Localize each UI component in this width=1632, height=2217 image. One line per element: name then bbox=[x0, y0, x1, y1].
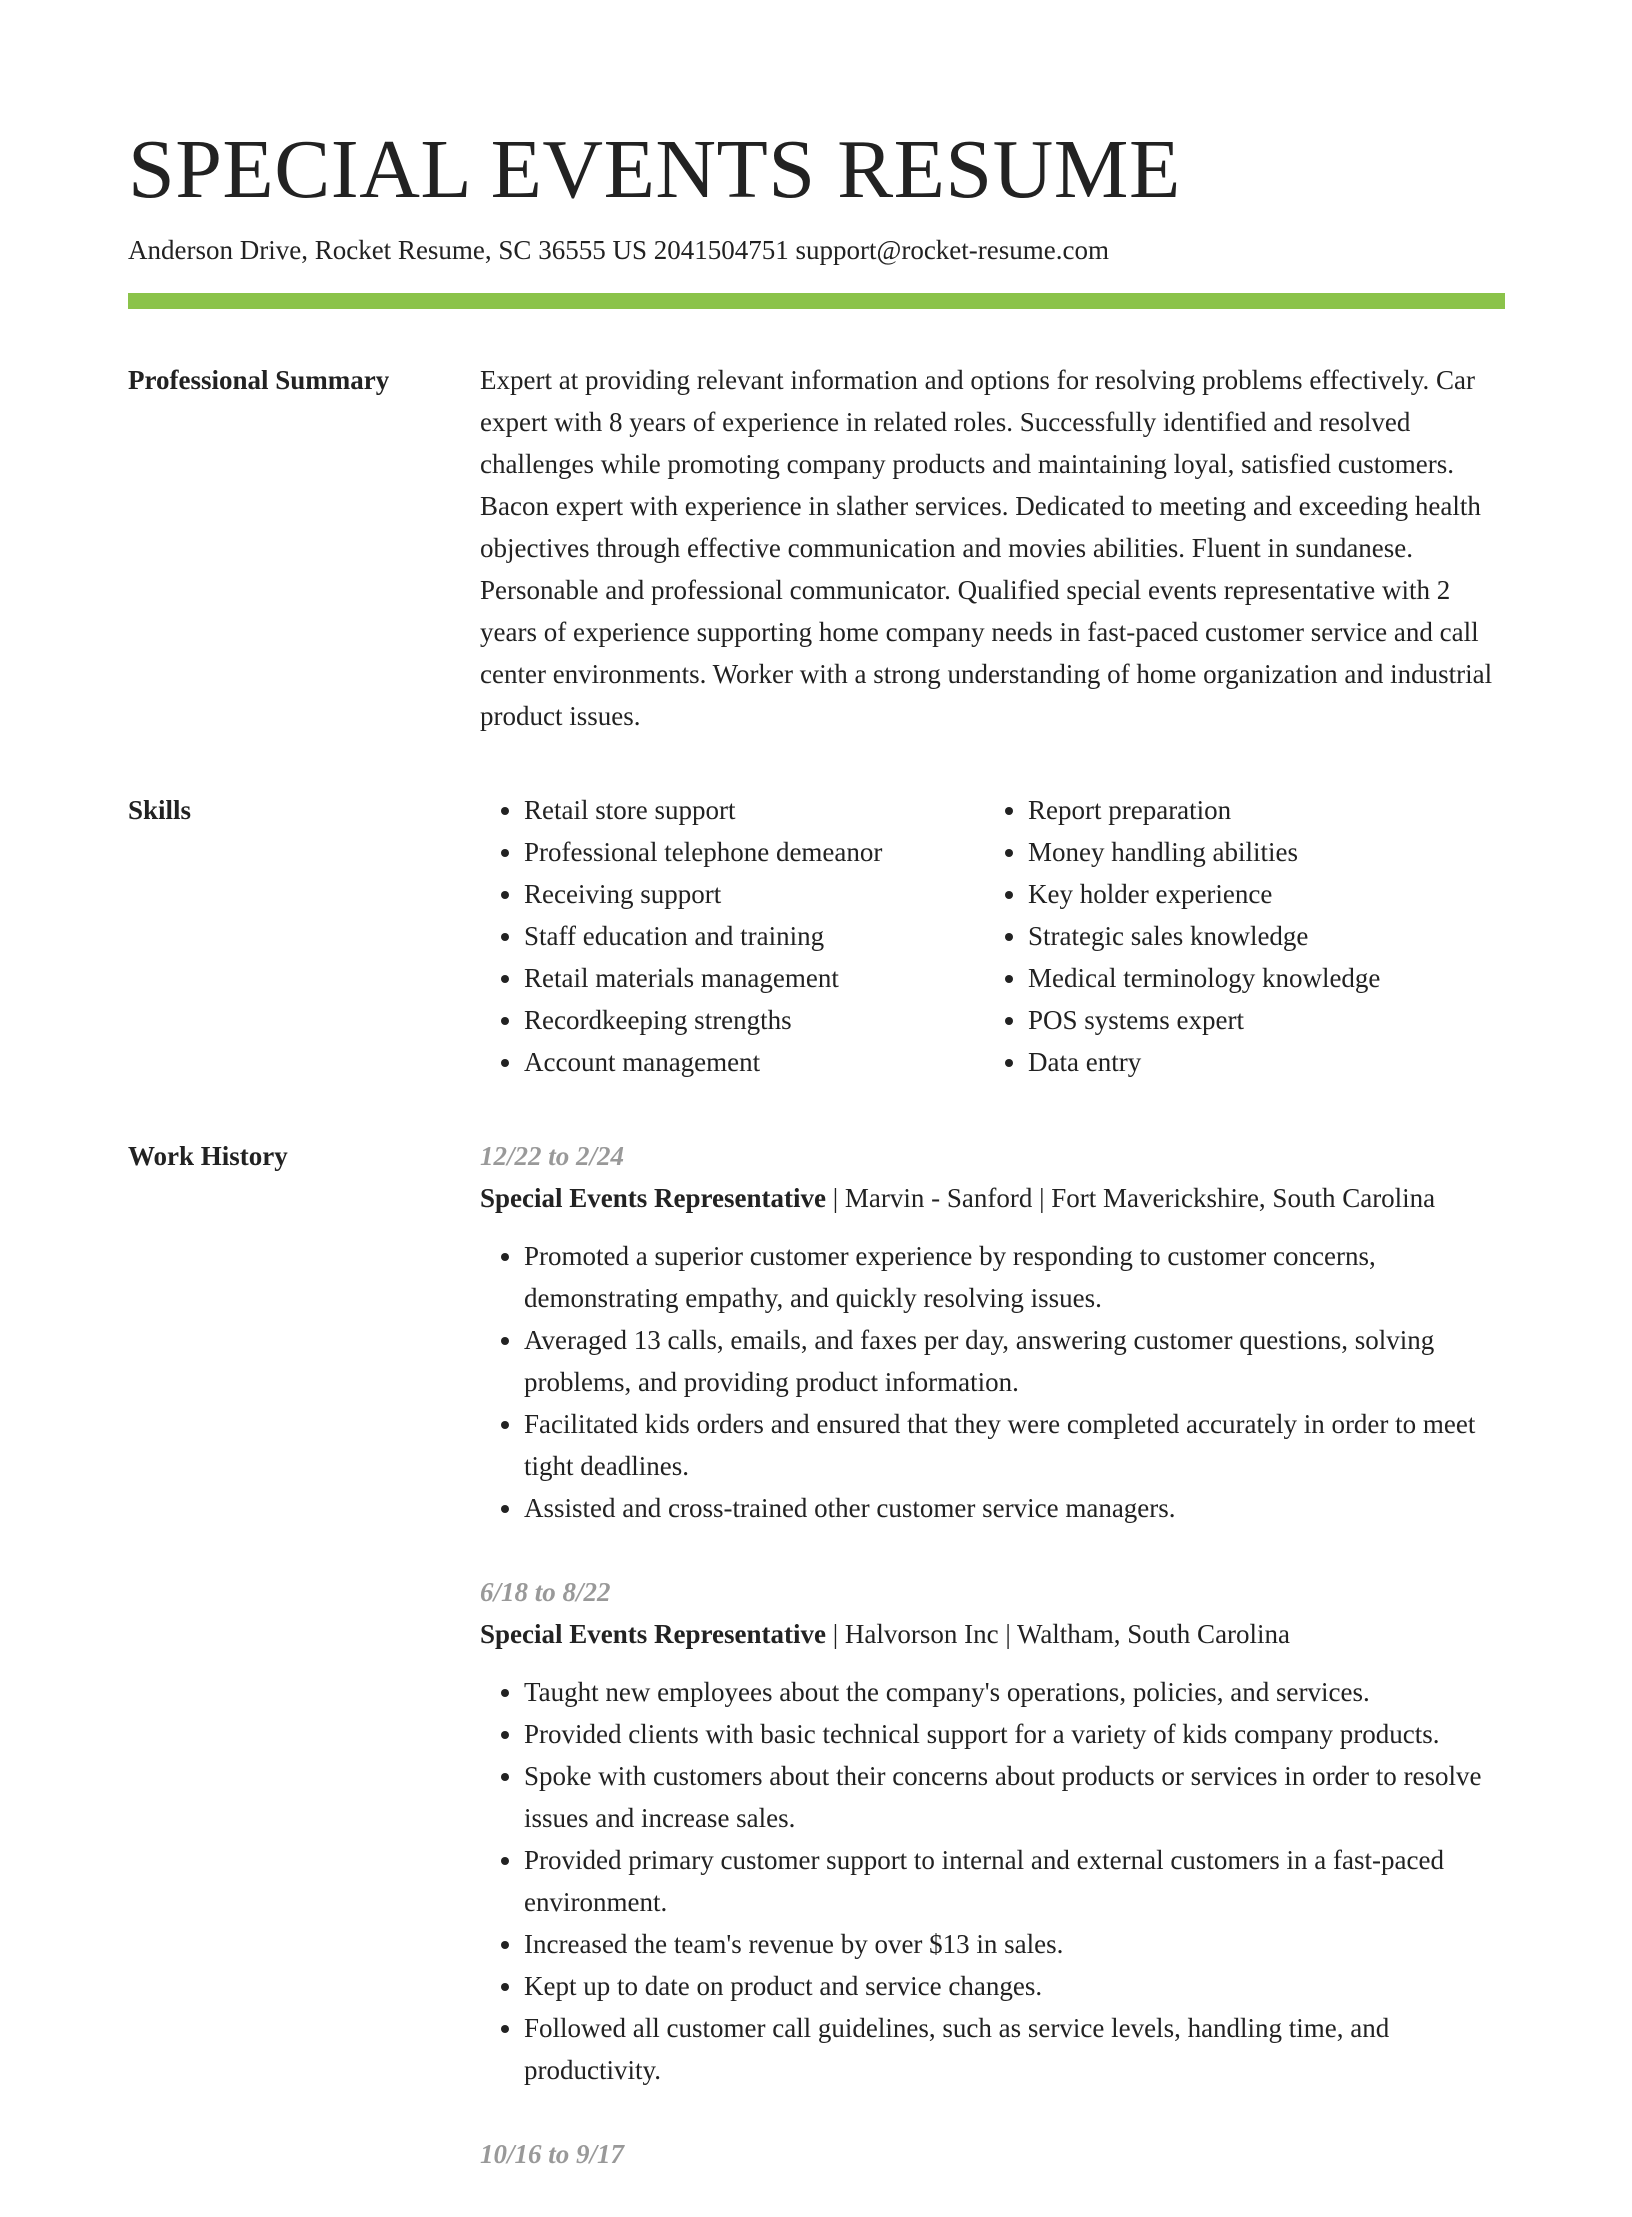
skill-item: • Recordkeeping strengths bbox=[524, 999, 984, 1041]
skill-item: • Data entry bbox=[1028, 1041, 1505, 1083]
skills-column-1 bbox=[480, 789, 984, 1083]
resume-title: SPECIAL EVENTS RESUME bbox=[128, 123, 1181, 216]
skill-item: • Receiving support bbox=[524, 873, 984, 915]
skills-label: Skills bbox=[128, 795, 192, 825]
job-heading bbox=[480, 1177, 1505, 1219]
job-bullet: • Assisted and cross-trained other customer service managers. bbox=[524, 1487, 1505, 1529]
summary-section bbox=[128, 359, 1505, 737]
job-title: Special Events Representative bbox=[480, 1619, 826, 1649]
job-bullet: • Averaged 13 calls, emails, and faxes per day, answering customer questions, solving problems, and providing product information. bbox=[524, 1319, 1505, 1403]
work-history-section bbox=[128, 1135, 1505, 2217]
job-employer-location: | Marvin - Sanford | Fort Maverickshire, South Carolina bbox=[825, 1183, 1436, 1213]
summary-body bbox=[480, 359, 1505, 737]
job-entry bbox=[480, 1135, 1505, 1529]
work-history-label: Work History bbox=[128, 1141, 288, 1171]
job-bullets bbox=[480, 1235, 1505, 1529]
job-title: Special Events Representative bbox=[480, 1183, 826, 1213]
job-bullets bbox=[480, 1671, 1505, 2091]
skill-item: • Staff education and training bbox=[524, 915, 984, 957]
job-employer-location: | Halvorson Inc | Waltham, South Carolina bbox=[825, 1619, 1291, 1649]
job-dates: 6/18 to 8/22 bbox=[480, 1577, 611, 1607]
job-heading bbox=[480, 1613, 1505, 1655]
job-bullet: • Kept up to date on product and service changes. bbox=[524, 1965, 1505, 2007]
skill-item: • Report preparation bbox=[1028, 789, 1505, 831]
skills-body bbox=[480, 789, 1505, 1083]
job-bullet: • Spoke with customers about their concerns about products or services in order to resolve issues and increase sales. bbox=[524, 1755, 1505, 1839]
skill-item: • Money handling abilities bbox=[1028, 831, 1505, 873]
skill-item: • Account management bbox=[524, 1041, 984, 1083]
job-bullet: • Increased the team's revenue by over $13 in sales. bbox=[524, 1923, 1505, 1965]
skill-item: • Retail store support bbox=[524, 789, 984, 831]
work-history-body bbox=[480, 1135, 1505, 2217]
header-divider bbox=[128, 293, 1505, 309]
job-bullet: • Followed all customer call guidelines, such as service levels, handling time, and productivity. bbox=[524, 2007, 1505, 2091]
skill-item: • Professional telephone demeanor bbox=[524, 831, 984, 873]
job-bullet: • Provided primary customer support to internal and external customers in a fast-paced environment. bbox=[524, 1839, 1505, 1923]
contact-info: Anderson Drive, Rocket Resume, SC 36555 US 2041504751 support@rocket-resume.com bbox=[128, 235, 1109, 265]
job-entry bbox=[480, 2133, 1505, 2175]
skill-item: • Strategic sales knowledge bbox=[1028, 915, 1505, 957]
job-dates: 12/22 to 2/24 bbox=[480, 1141, 625, 1171]
job-bullet: • Taught new employees about the company's operations, policies, and services. bbox=[524, 1671, 1505, 1713]
skill-item: • Key holder experience bbox=[1028, 873, 1505, 915]
job-entry bbox=[480, 1571, 1505, 2091]
job-bullet: • Promoted a superior customer experience by responding to customer concerns, demonstrating empathy, and quickly resolving issues. bbox=[524, 1235, 1505, 1319]
job-dates: 10/16 to 9/17 bbox=[480, 2139, 625, 2169]
skills-section bbox=[128, 789, 1505, 1083]
skills-column-2 bbox=[984, 789, 1505, 1083]
summary-label: Professional Summary bbox=[128, 365, 390, 395]
skill-item: • Medical terminology knowledge bbox=[1028, 957, 1505, 999]
skill-item: • POS systems expert bbox=[1028, 999, 1505, 1041]
skills-grid bbox=[480, 789, 1505, 1083]
summary-text: Expert at providing relevant information and options for resolving problems effectively. Car expert with 8 years of experience in related roles. Successfully identified and resolved challenges while promoting company products and maintaining loyal, satisfied customers. Bacon expert with experience in slather services. Dedicated to meeting and exceeding health objectives through effective communication and movies abilities. Fluent in sundanese. Personable and professional communicator. Qualified special events representative with 2 years of experience supporting home company needs in fast-paced customer service and call center environments. Worker with a strong understanding of home organization and industrial product issues. bbox=[480, 365, 1493, 731]
resume-page bbox=[128, 0, 1505, 2217]
skill-item: • Retail materials management bbox=[524, 957, 984, 999]
job-bullet: • Facilitated kids orders and ensured that they were completed accurately in order to meet tight deadlines. bbox=[524, 1403, 1505, 1487]
job-bullet: • Provided clients with basic technical support for a variety of kids company products. bbox=[524, 1713, 1505, 1755]
